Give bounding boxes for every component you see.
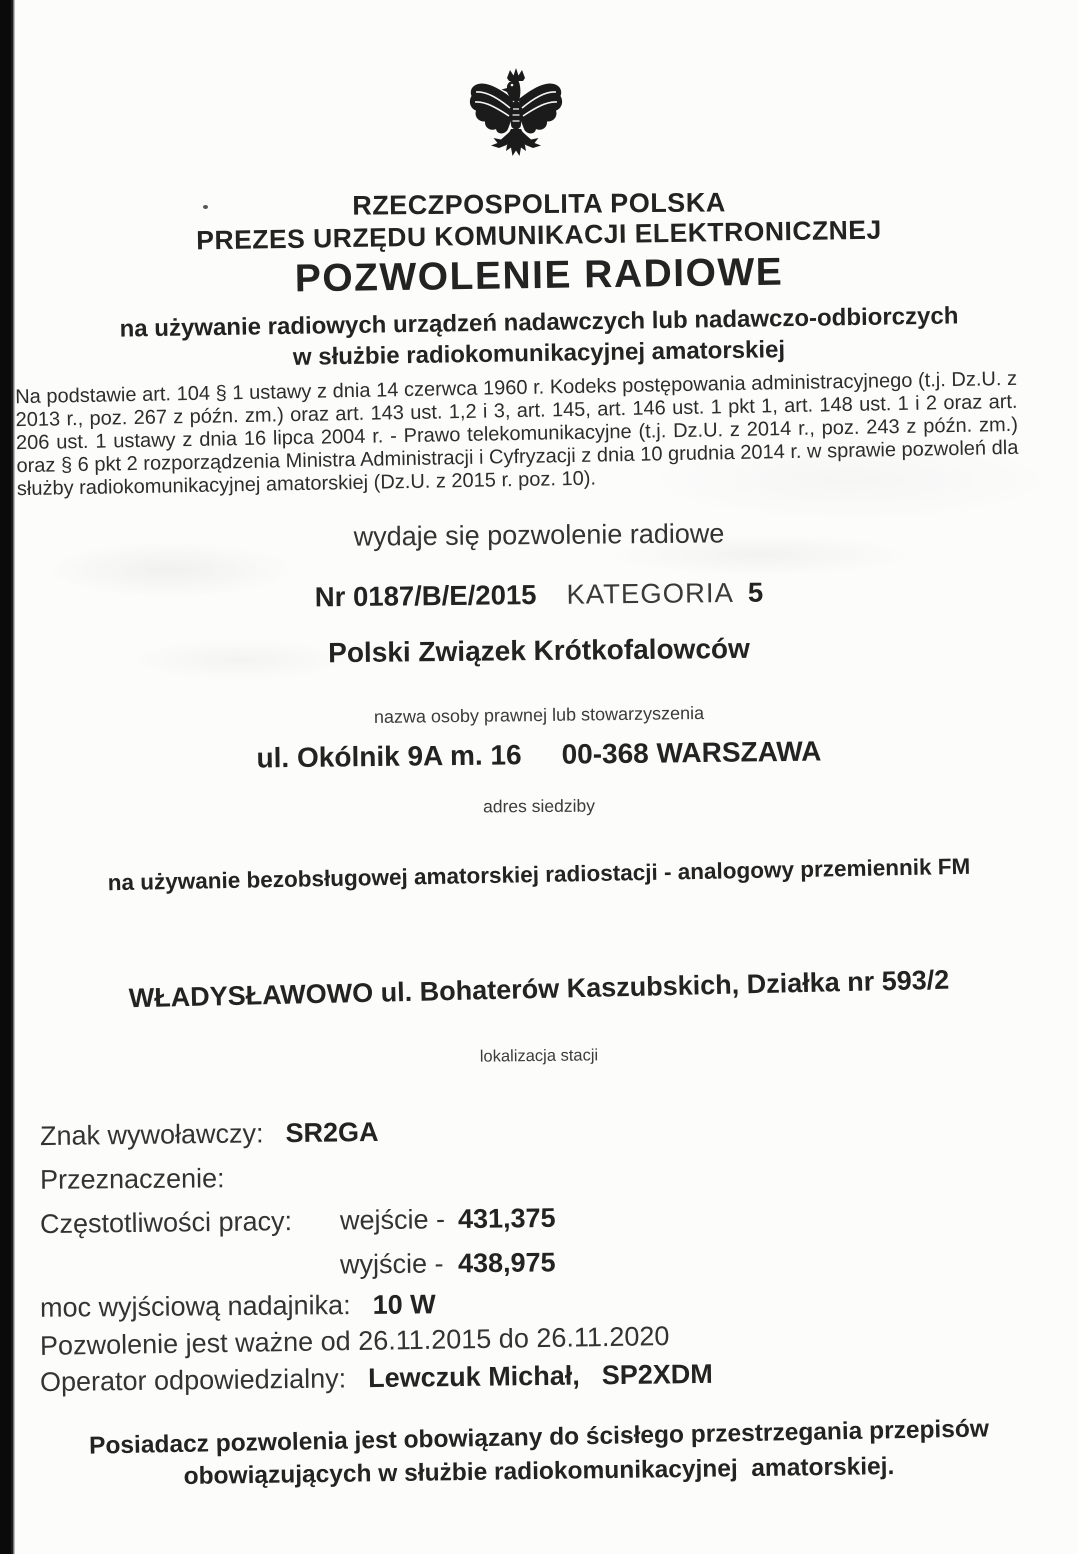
permit-number: Nr 0187/B/E/2015 [314,579,537,613]
issuing-authority: PREZES URZĘDU KOMUNIKACJI ELEKTRONICZNEJ [196,214,882,256]
issuance-statement: wydaje się pozwolenie radiowe [353,518,725,552]
power-value: 10 W [372,1289,436,1320]
operator-row [40,1359,713,1398]
category-label: KATEGORIA [566,576,735,610]
holder-address-line [0,732,1078,777]
operator-name: Lewczuk Michał, [367,1360,580,1394]
frequencies-label: Częstotliwości pracy: [39,1206,293,1240]
output-frequency-row [40,1247,556,1283]
callsign-value: SR2GA [285,1116,379,1149]
holder-name: Polski Związek Krótkofalowców [328,632,750,669]
obligation-statement-line1: Posiadacz pozwolenia jest obowiązany do ścisłego przestrzegania przepisów [88,1415,990,1460]
designation-row [40,1163,225,1196]
purpose-statement: na używanie bezobsługowej amatorskiej radiostacji - analogowy przemiennik FM [107,853,971,896]
validity-row: Pozwolenie jest ważne od 26.11.2015 do 26.11.2020 [39,1321,670,1361]
station-location: WŁADYSŁAWOWO ul. Bohaterów Kaszubskich, Działka nr 593/2 [128,964,950,1014]
document-title: POZWOLENIE RADIOWE [294,250,784,301]
power-row [40,1289,436,1323]
category-value: 5 [747,576,764,608]
output-frequency-value: 438,975 [457,1247,556,1279]
document-subtitle-line1: na używanie radiowych urządzeń nadawczych lub nadawczo-odbiorczych [119,302,959,343]
input-label: wejście - [339,1204,446,1236]
input-frequency-value: 431,375 [457,1202,556,1235]
designation-label: Przeznaczenie: [39,1163,225,1195]
country-name: RZECZPOSPOLITA POLSKA [352,187,726,221]
obligation-statement-line2: obowiązujących w służbie radiokomunikacyjnej amatorskiej. [183,1453,895,1490]
location-caption: lokalizacja stacji [479,1046,599,1066]
legal-basis-paragraph: Na podstawie art. 104 § 1 ustawy z dnia 14 czerwca 1960 r. Kodeks postępowania administracyjnego (t.j. Dz.U. z 2013 r., poz. 267 z późn. zm.) oraz art. 143 ust. 1,2 i 3, art. 145, art. 146 ust. 1 pkt 1, art. 148 ust. 1 i 2 oraz art. 206 ust. 1 ustawy z dnia 16 lipca 2004 r. - Prawo telekomunikacyjne (t.j. Dz.U. z 2014 r., poz. 243 z późn. zm.) oraz § 6 pkt 2 rozporządzenia Ministra Administracji i Cyfryzacji z dnia 10 grudnia 2014 r. w sprawie pozwoleń dla służby radiokomunikacyjnej amatorskiej (Dz.U. z 2015 r. poz. 10). [15,367,1019,501]
callsign-label: Znak wywoławczy: [39,1118,264,1152]
input-frequency-row [40,1203,556,1240]
holder-address-city: 00-368 WARSZAWA [561,735,822,770]
polish-eagle-emblem-icon [466,68,566,180]
address-caption: adres siedziby [482,795,596,817]
callsign-row [40,1117,379,1152]
power-label: moc wyjściową nadajnika: [39,1290,351,1323]
operator-label: Operator odpowiedzialny: [39,1363,347,1398]
holder-name-caption: nazwa osoby prawnej lub stowarzyszenia [373,702,705,728]
permit-number-line [0,573,1078,616]
document-subtitle-line2: w służbie radiokomunikacyjnej amatorskiej [292,336,786,371]
holder-address-street: ul. Okólnik 9A m. 16 [256,739,522,774]
output-label: wyjście - [339,1248,444,1280]
operator-callsign: SP2XDM [601,1358,713,1391]
